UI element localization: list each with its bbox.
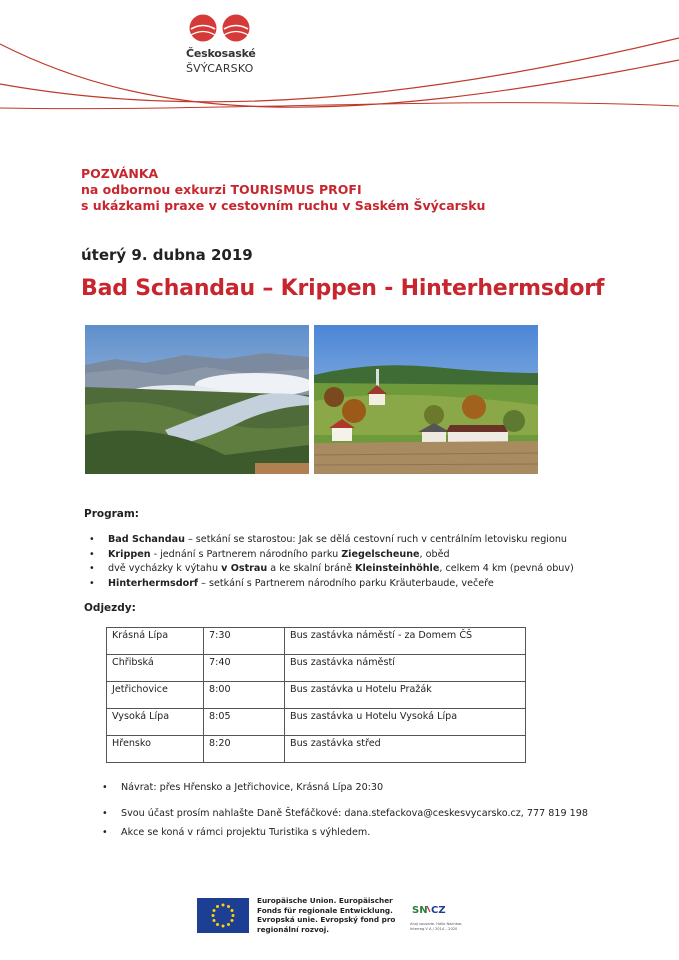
list-item: • dvě vycházky k výtahu v Ostrau a ke skalní bráně Kleinsteinhöhle, celkem 4 km (pevná obuv): [86, 562, 574, 577]
event-date: úterý 9. dubna 2019: [81, 246, 253, 264]
table-cell: Chřibská: [107, 655, 204, 682]
svg-text:SN: SN: [412, 905, 428, 916]
table-cell: Bus zastávka střed: [285, 736, 526, 763]
table-cell: Bus zastávka náměstí - za Domem ČŠ: [285, 628, 526, 655]
list-item: • Svou účast prosím nahlašte Daně Štefáčkové: dana.stefackova@ceskesvycarsko.cz, 777 819 198: [102, 808, 588, 819]
invitation-line3: s ukázkami praxe v cestovním ruchu v Saském Švýcarsku: [81, 198, 486, 213]
bullet-icon: •: [89, 548, 95, 560]
photo-village: [314, 325, 538, 474]
list-item: • Krippen - jednání s Partnerem národního parku Ziegelscheune, oběd: [86, 548, 574, 563]
logo-icon: [188, 14, 252, 44]
table-cell: Bus zastávka náměstí: [285, 655, 526, 682]
eu-text-line: Fonds für regionale Entwicklung.: [257, 905, 393, 915]
bullet-icon: •: [102, 808, 108, 819]
list-item: • Bad Schandau – setkání se starostou: Jak se dělá cestovní ruch v centrálním letovisku regionu: [86, 533, 574, 548]
return-note: [86, 782, 383, 793]
eu-funding-text: [257, 896, 395, 934]
list-item: • Akce se koná v rámci projektu Turistika s výhledem.: [102, 827, 371, 838]
table-row: [107, 682, 526, 709]
bullet-icon: •: [89, 563, 95, 575]
info-notes: [86, 808, 588, 838]
list-item: • Hinterhermsdorf – setkání s Partnerem národního parku Kräuterbaude, večeře: [86, 577, 574, 592]
table-cell: 8:00: [204, 682, 285, 709]
invitation-line2: na odbornou exkurzi TOURISMUS PROFI: [81, 182, 362, 197]
departures-table: [106, 627, 526, 763]
list-item: • Návrat: přes Hřensko a Jetřichovice, Krásná Lípa 20:30: [102, 782, 384, 793]
table-cell: Jetřichovice: [107, 682, 204, 709]
bullet-icon: •: [89, 534, 95, 545]
table-cell: 8:20: [204, 736, 285, 763]
table-row: [107, 736, 526, 763]
table-cell: 7:30: [204, 628, 285, 655]
table-row: [107, 655, 526, 682]
table-cell: Hřensko: [107, 736, 204, 763]
departures-heading: Odjezdy:: [84, 602, 136, 614]
table-cell: 8:05: [204, 709, 285, 736]
bullet-icon: •: [102, 827, 108, 838]
eu-text-line: regionální rozvoj.: [257, 924, 330, 934]
header-swoosh: [0, 0, 679, 150]
table-cell: Vysoká Lípa: [107, 709, 204, 736]
bullet-icon: •: [102, 782, 108, 793]
eu-text-line: Europäische Union. Europäischer: [257, 896, 393, 905]
table-cell: 7:40: [204, 655, 285, 682]
bullet-icon: •: [89, 577, 95, 589]
logo-text-line2: ŠVÝCARSKO: [186, 62, 254, 75]
logo-text-line1: Českosaské: [186, 47, 256, 60]
eu-text-line: Evropská unie. Evropský fond pro: [257, 915, 396, 925]
table-cell: Bus zastávka u Hotelu Pražák: [285, 682, 526, 709]
table-row: [107, 628, 526, 655]
eu-flag-icon: [197, 898, 249, 933]
table-cell: Krásná Lípa: [107, 628, 204, 655]
invitation-line1: POZVÁNKA: [81, 166, 159, 181]
program-list: [86, 533, 574, 591]
program-heading: Program:: [84, 508, 140, 520]
page-title: Bad Schandau – Krippen - Hinterhermsdorf: [81, 276, 605, 301]
table-row: [107, 709, 526, 736]
svg-text:CZ: CZ: [431, 905, 446, 916]
invitation-heading: [81, 166, 485, 214]
table-cell: Bus zastávka u Hotelu Vysoká Lípa: [285, 709, 526, 736]
photo-valley: [85, 325, 309, 474]
interreg-caption: Ahoj sousede. Hallo Nachbar. Interreg V A / 2014 – 2020: [410, 922, 463, 931]
